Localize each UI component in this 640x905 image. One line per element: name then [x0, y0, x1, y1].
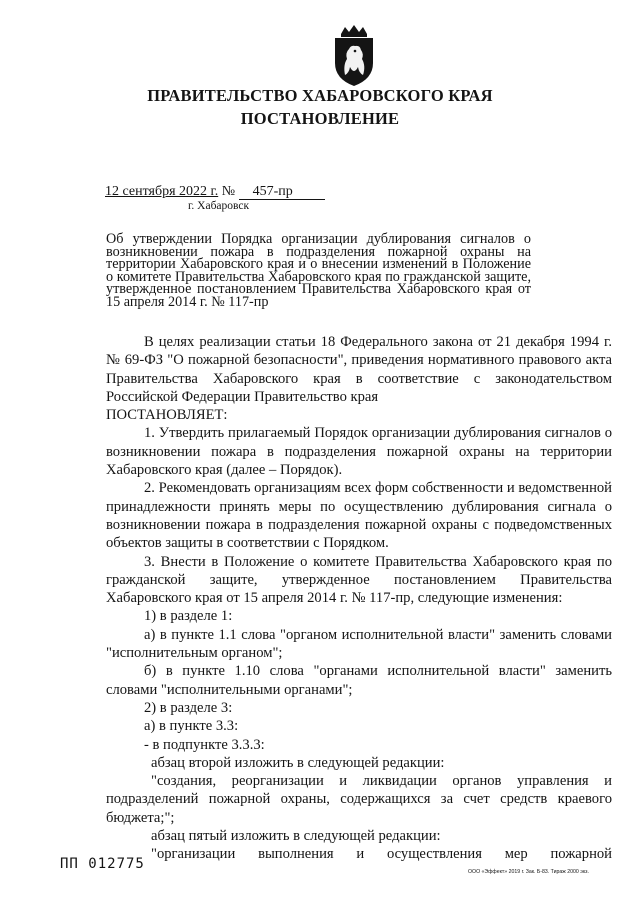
item-3: 3. Внести в Положение о комитете Правительства Хабаровского края по гражданской защите, утвержденное постановлением Правительства Хабаровского края от 15 апреля 2014 г. № 117-пр, следующие изменения: [106, 553, 612, 607]
document-subject: Об утверждении Порядка организации дублирования сигналов о возникновении пожара в подразделения пожарной охраны на территории Хабаровского края и о внесении изменений в Положение о комитете Правительства Хабаровского края по гражданской защите, утвержденное постановлением Правительства Хабаровского края от 15 апреля 2014 г. № 117-пр [106, 231, 531, 310]
subitem-1a: а) в пункте 1.1 слова "органом исполнительной власти" заменить словами "исполнительным органом"; [106, 626, 612, 662]
quote-2: "организации выполнения и осуществления мер пожарной [151, 846, 612, 863]
paragraph-5-instruction: абзац пятый изложить в следующей редакции: [151, 828, 441, 845]
authority-title: ПРАВИТЕЛЬСТВО ХАБАРОВСКОГО КРАЯ [147, 86, 493, 105]
subitem-1b: б) в пункте 1.10 слова "органами исполнительной власти" заменить словами "исполнительными органами"; [106, 663, 612, 698]
subitem-2a-sub: - в подпункте 3.3.3: [144, 736, 265, 753]
document-date: 12 сентября 2022 г. [105, 184, 219, 199]
subitem-2: 2) в разделе 3: [144, 699, 233, 716]
coat-of-arms-icon [331, 25, 377, 87]
preamble: В целях реализации статьи 18 Федерального закона от 21 декабря 1994 г. № 69-ФЗ "О пожарной безопасности", приведения нормативного правового акта Правительства Хабаровского края в соответствие с законодательством Российской Федерации Правительство края [106, 334, 612, 405]
paragraph-2-instruction: абзац второй изложить в следующей редакции: [151, 754, 445, 771]
quote-1: "создания, реорганизации и ликвидации органов управления и подразделений пожарной охраны, содержащихся за счет средств краевого бюджета;"; [106, 773, 612, 826]
item-2: 2. Рекомендовать организациям всех форм собственности и ведомственной принадлежности принять меры по осуществлению дублирования сигнала о возникновении пожара в подразделения пожарной охраны с подведомственных объектов защиты в соответствии с Порядком. [106, 480, 612, 552]
city: г. Хабаровск [188, 200, 250, 212]
number-label: № [221, 184, 236, 199]
subitem-2a: а) в пункте 3.3: [144, 718, 239, 735]
date-number-line [105, 184, 325, 200]
document-body [106, 333, 612, 864]
document-number: 457-пр [239, 185, 325, 200]
decree-word: ПОСТАНОВЛЯЕТ: [106, 407, 228, 424]
printer-imprint: ООО «Эффект» 2019 г. Зак. Б-83. Тираж 2000 экз. [468, 869, 589, 875]
footer-code: ПП 012775 [60, 856, 145, 872]
subitem-1: 1) в разделе 1: [144, 608, 233, 625]
document-type: ПОСТАНОВЛЕНИЕ [240, 109, 400, 128]
item-1: 1. Утвердить прилагаемый Порядок организации дублирования сигналов о возникновении пожара в подразделения пожарной охраны на территории Хабаровского края (далее – Порядок). [106, 425, 612, 479]
